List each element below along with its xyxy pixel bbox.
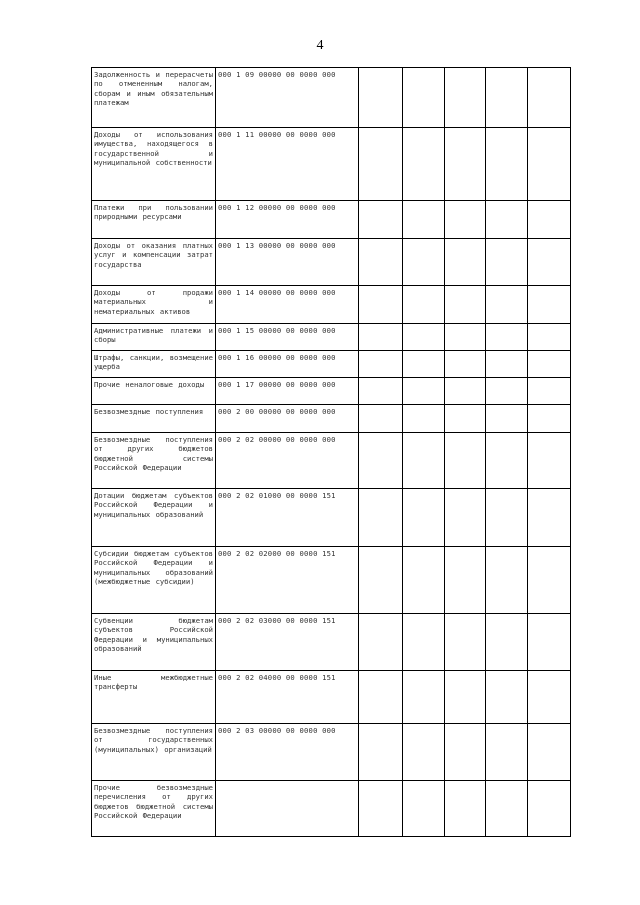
table-row bbox=[92, 239, 571, 286]
row-name: Административные платежи и сборы bbox=[92, 324, 216, 351]
value-cell bbox=[528, 378, 571, 405]
value-cell bbox=[486, 239, 528, 286]
value-cell bbox=[486, 351, 528, 378]
row-name: Платежи при пользовании природными ресурсами bbox=[92, 201, 216, 239]
value-cell bbox=[359, 128, 403, 201]
value-cell bbox=[403, 547, 445, 614]
value-cell bbox=[359, 239, 403, 286]
row-code: 000 1 13 00000 00 0000 000 bbox=[216, 239, 359, 286]
row-code bbox=[216, 781, 359, 837]
row-code: 000 1 09 00000 00 0000 000 bbox=[216, 68, 359, 128]
table-row bbox=[92, 286, 571, 324]
value-cell bbox=[403, 781, 445, 837]
value-cell bbox=[359, 724, 403, 781]
table-row bbox=[92, 405, 571, 433]
value-cell bbox=[528, 405, 571, 433]
value-cell bbox=[445, 378, 486, 405]
table-row bbox=[92, 378, 571, 405]
value-cell bbox=[486, 128, 528, 201]
value-cell bbox=[445, 351, 486, 378]
row-name: Доходы от использования имущества, находящегося в государственной и муниципальной собственности bbox=[92, 128, 216, 201]
value-cell bbox=[445, 724, 486, 781]
value-cell bbox=[445, 286, 486, 324]
value-cell bbox=[445, 781, 486, 837]
value-cell bbox=[403, 405, 445, 433]
value-cell bbox=[486, 378, 528, 405]
value-cell bbox=[486, 324, 528, 351]
row-code: 000 1 11 00000 00 0000 000 bbox=[216, 128, 359, 201]
value-cell bbox=[445, 671, 486, 724]
row-code: 000 1 15 00000 00 0000 000 bbox=[216, 324, 359, 351]
table-row bbox=[92, 781, 571, 837]
row-name: Субвенции бюджетам субъектов Российской Федерации и муниципальных образований bbox=[92, 614, 216, 671]
value-cell bbox=[445, 324, 486, 351]
row-name: Задолженность и перерасчеты по отмененным налогам, сборам и иным обязательным платежам bbox=[92, 68, 216, 128]
value-cell bbox=[486, 433, 528, 489]
row-name: Доходы от продажи материальных и нематериальных активов bbox=[92, 286, 216, 324]
value-cell bbox=[403, 724, 445, 781]
value-cell bbox=[359, 286, 403, 324]
value-cell bbox=[445, 128, 486, 201]
value-cell bbox=[445, 405, 486, 433]
row-code: 000 2 03 00000 00 0000 000 bbox=[216, 724, 359, 781]
table-row bbox=[92, 489, 571, 547]
revenue-table bbox=[91, 67, 571, 837]
value-cell bbox=[528, 239, 571, 286]
row-code: 000 2 02 02000 00 0000 151 bbox=[216, 547, 359, 614]
row-code: 000 1 17 00000 00 0000 000 bbox=[216, 378, 359, 405]
value-cell bbox=[403, 324, 445, 351]
value-cell bbox=[528, 547, 571, 614]
row-code: 000 1 16 00000 00 0000 000 bbox=[216, 351, 359, 378]
value-cell bbox=[528, 489, 571, 547]
value-cell bbox=[359, 201, 403, 239]
page-number: 4 bbox=[316, 38, 324, 53]
row-name: Прочие безвозмездные перечисления от других бюджетов бюджетной системы Российской Федерации bbox=[92, 781, 216, 837]
value-cell bbox=[359, 614, 403, 671]
row-name: Прочие неналоговые доходы bbox=[92, 378, 216, 405]
value-cell bbox=[528, 433, 571, 489]
value-cell bbox=[359, 671, 403, 724]
row-code: 000 1 14 00000 00 0000 000 bbox=[216, 286, 359, 324]
row-name: Иные межбюджетные трансферты bbox=[92, 671, 216, 724]
value-cell bbox=[403, 239, 445, 286]
value-cell bbox=[528, 68, 571, 128]
value-cell bbox=[403, 671, 445, 724]
table-row bbox=[92, 547, 571, 614]
value-cell bbox=[359, 405, 403, 433]
value-cell bbox=[403, 68, 445, 128]
value-cell bbox=[445, 489, 486, 547]
row-code: 000 2 00 00000 00 0000 000 bbox=[216, 405, 359, 433]
value-cell bbox=[359, 378, 403, 405]
table-row bbox=[92, 128, 571, 201]
row-name: Безвозмездные поступления bbox=[92, 405, 216, 433]
value-cell bbox=[528, 286, 571, 324]
table-row bbox=[92, 724, 571, 781]
value-cell bbox=[403, 286, 445, 324]
table-row bbox=[92, 68, 571, 128]
value-cell bbox=[486, 201, 528, 239]
row-name: Штрафы, санкции, возмещение ущерба bbox=[92, 351, 216, 378]
table-row bbox=[92, 201, 571, 239]
value-cell bbox=[403, 433, 445, 489]
row-code: 000 2 02 01000 00 0000 151 bbox=[216, 489, 359, 547]
value-cell bbox=[359, 351, 403, 378]
value-cell bbox=[528, 614, 571, 671]
row-name: Безвозмездные поступления от государственных (муниципальных) организаций bbox=[92, 724, 216, 781]
value-cell bbox=[528, 351, 571, 378]
row-name: Субсидии бюджетам субъектов Российской Федерации и муниципальных образований (межбюджетные субсидии) bbox=[92, 547, 216, 614]
value-cell bbox=[486, 68, 528, 128]
value-cell bbox=[486, 286, 528, 324]
table-row bbox=[92, 433, 571, 489]
row-name: Дотации бюджетам субъектов Российской Федерации и муниципальных образований bbox=[92, 489, 216, 547]
row-code: 000 2 02 04000 00 0000 151 bbox=[216, 671, 359, 724]
value-cell bbox=[445, 547, 486, 614]
value-cell bbox=[445, 201, 486, 239]
row-code: 000 2 02 00000 00 0000 000 bbox=[216, 433, 359, 489]
value-cell bbox=[445, 239, 486, 286]
value-cell bbox=[528, 671, 571, 724]
value-cell bbox=[403, 489, 445, 547]
value-cell bbox=[486, 489, 528, 547]
value-cell bbox=[403, 614, 445, 671]
value-cell bbox=[359, 433, 403, 489]
value-cell bbox=[528, 324, 571, 351]
row-code: 000 1 12 00000 00 0000 000 bbox=[216, 201, 359, 239]
value-cell bbox=[445, 68, 486, 128]
value-cell bbox=[359, 324, 403, 351]
value-cell bbox=[528, 781, 571, 837]
value-cell bbox=[403, 201, 445, 239]
table-row bbox=[92, 671, 571, 724]
value-cell bbox=[528, 201, 571, 239]
value-cell bbox=[528, 724, 571, 781]
value-cell bbox=[403, 351, 445, 378]
row-name: Безвозмездные поступления от других бюджетов бюджетной системы Российской Федерации bbox=[92, 433, 216, 489]
value-cell bbox=[403, 378, 445, 405]
value-cell bbox=[486, 781, 528, 837]
row-code: 000 2 02 03000 00 0000 151 bbox=[216, 614, 359, 671]
value-cell bbox=[486, 547, 528, 614]
value-cell bbox=[486, 724, 528, 781]
table-row bbox=[92, 614, 571, 671]
value-cell bbox=[359, 68, 403, 128]
value-cell bbox=[403, 128, 445, 201]
value-cell bbox=[359, 489, 403, 547]
value-cell bbox=[486, 671, 528, 724]
value-cell bbox=[359, 547, 403, 614]
value-cell bbox=[528, 128, 571, 201]
value-cell bbox=[486, 614, 528, 671]
table-row bbox=[92, 324, 571, 351]
table-row bbox=[92, 351, 571, 378]
value-cell bbox=[445, 614, 486, 671]
value-cell bbox=[486, 405, 528, 433]
value-cell bbox=[445, 433, 486, 489]
value-cell bbox=[359, 781, 403, 837]
row-name: Доходы от оказания платных услуг и компенсации затрат государства bbox=[92, 239, 216, 286]
